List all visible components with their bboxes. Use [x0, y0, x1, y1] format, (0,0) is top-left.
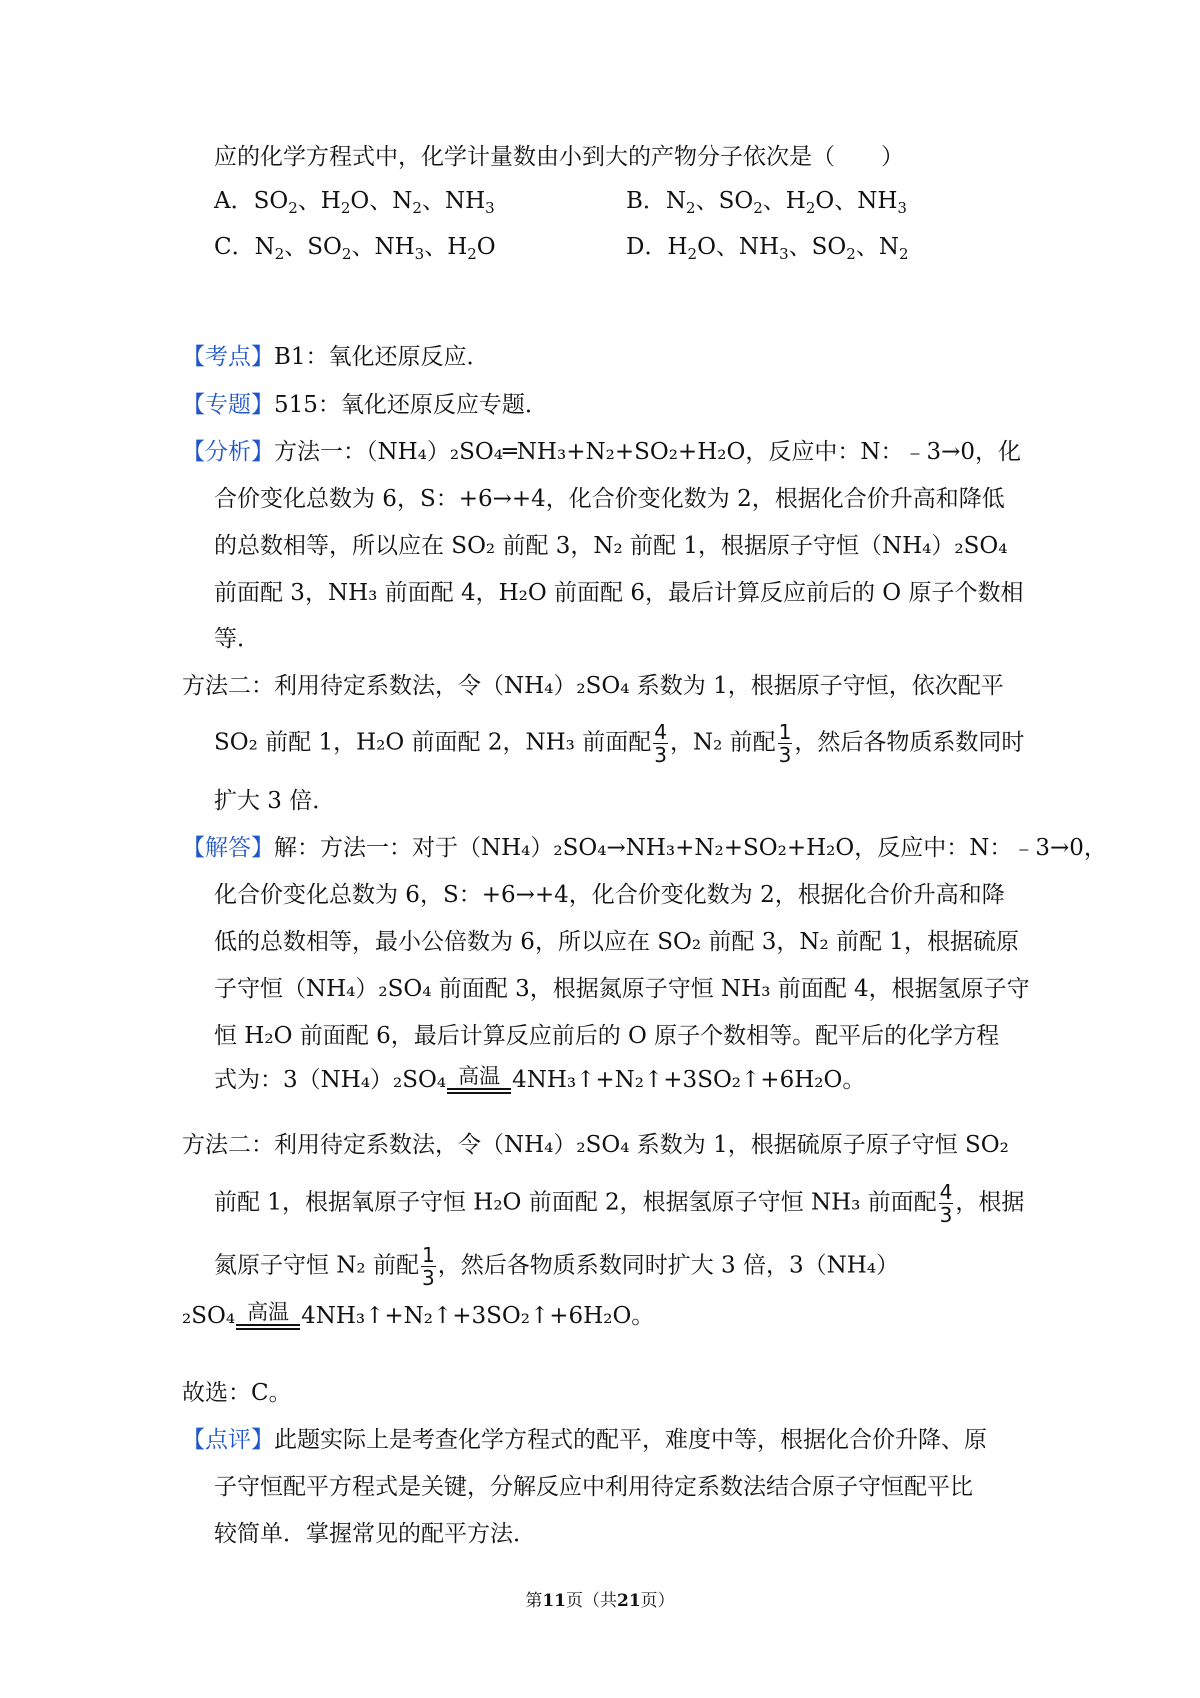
option-c[interactable] — [214, 232, 496, 262]
jieda-line-1: 【解答】解：方法一：对于（NH₄）₂SO₄→NH₃+N₂+SO₂+H₂O，反应中：N：﹣3→0， — [182, 835, 1107, 861]
jieda-equation-1: 式为：3（NH₄）₂SO₄ 高温 4NH₃↑+N₂↑+3SO₂↑+6H₂O。 — [214, 1060, 865, 1100]
fenxi-heading: 【分析】 — [182, 439, 274, 465]
fenxi-line-3: 的总数相等，所以应在 SO₂ 前配 3，N₂ 前配 1，根据原子守恒（NH₄）₂SO₄ — [214, 533, 1008, 559]
option-b[interactable] — [626, 186, 907, 216]
dianping-heading: 【点评】 — [182, 1427, 274, 1453]
fraction-one-third: $\frac{1}{3}$ — [421, 1243, 435, 1290]
zhuanti-text: 515：氧化还原反应专题． — [274, 392, 548, 418]
fenxi-line-4: 前面配 3，NH₃ 前面配 4，H₂O 前面配 6，最后计算反应前后的 O 原子个数相 — [214, 580, 1024, 606]
fraction-one-third: $\frac{1}{3}$ — [778, 720, 792, 767]
answer-line: 故选：C。 — [182, 1380, 292, 1406]
option-c-label: C． — [214, 234, 255, 260]
fenxi-method2-line-3: 扩大 3 倍． — [214, 788, 336, 814]
page-footer: 第11页（共21页） — [525, 1591, 675, 1611]
option-a-text: $SO_2$、$H_2O$、$N_2$、$NH_3$ — [253, 188, 495, 217]
option-d-label: D． — [626, 234, 668, 260]
option-d-text: $H_2O$、$NH_3$、$SO_2$、$N_2$ — [667, 234, 909, 263]
option-d[interactable] — [626, 232, 909, 262]
fraction-four-thirds: $\frac{4}{3}$ — [654, 720, 667, 767]
fenxi-method2-line-1: 方法二：利用待定系数法，令（NH₄）₂SO₄ 系数为 1，根据原子守恒，依次配平 — [182, 673, 1004, 699]
total-page-count: 21 — [617, 1591, 641, 1611]
fenxi-line-1: 【分析】方法一：（NH₄）₂SO₄═NH₃+N₂+SO₂+H₂O，反应中：N：﹣3→0，化 — [182, 439, 1021, 465]
zhuanti-heading: 【专题】 — [182, 392, 274, 418]
current-page-number: 11 — [542, 1591, 566, 1611]
option-b-label: B． — [626, 188, 666, 214]
option-c-text: $N_2$、$SO_2$、$NH_3$、$H_2O$ — [254, 234, 496, 263]
jieda-heading: 【解答】 — [182, 835, 274, 861]
jieda-method2-line-2: 前配 1，根据氧原子守恒 H₂O 前面配 2，根据氢原子守恒 NH₃ 前面配 $\frac{4}{3}$ ，根据 — [214, 1180, 1025, 1227]
jieda-line-2: 化合价变化总数为 6，S：+6→+4，化合价变化数为 2，根据化合价升高和降 — [214, 882, 1005, 908]
jieda-line-3: 低的总数相等，最小公倍数为 6，所以应在 SO₂ 前配 3，N₂ 前配 1，根据硫原 — [214, 929, 1019, 955]
fraction-four-thirds: $\frac{4}{3}$ — [939, 1180, 953, 1227]
high-temperature-condition: 高温 — [447, 1065, 511, 1100]
option-a-label: A． — [214, 188, 254, 214]
option-b-text: $N_2$、$SO_2$、$H_2O$、$NH_3$ — [665, 188, 907, 217]
dianping-line-2: 子守恒配平方程式是关键，分解反应中利用待定系数法结合原子守恒配平比 — [214, 1474, 973, 1500]
jieda-equation-2: ₂SO₄ 高温 4NH₃↑+N₂↑+3SO₂↑+6H₂O。 — [182, 1296, 654, 1336]
kaodian-text: B1：氧化还原反应． — [274, 344, 490, 370]
question-stem: 应的化学方程式中，化学计量数由小到大的产物分子依次是（ ） — [214, 144, 904, 170]
jieda-method2-line-3: 氮原子守恒 N₂ 前配 $\frac{1}{3}$ ，然后各物质系数同时扩大 3 倍，3（NH₄） — [214, 1243, 899, 1290]
dianping-line-1: 【点评】此题实际上是考查化学方程式的配平，难度中等，根据化合价升降、原 — [182, 1427, 987, 1453]
jieda-method2-line-1: 方法二：利用待定系数法，令（NH₄）₂SO₄ 系数为 1，根据硫原子原子守恒 SO₂ — [182, 1132, 1009, 1158]
high-temperature-condition: 高温 — [236, 1301, 300, 1336]
dianping-line-3: 较简单．掌握常见的配平方法． — [214, 1521, 536, 1547]
fenxi-line-2: 合价变化总数为 6，S：+6→+4，化合价变化数为 2，根据化合价升高和降低 — [214, 486, 1005, 512]
jieda-line-4: 子守恒（NH₄）₂SO₄ 前面配 3，根据氮原子守恒 NH₃ 前面配 4，根据氢原子守 — [214, 976, 1030, 1002]
fenxi-line-5: 等． — [214, 626, 260, 652]
zhuanti-section — [182, 390, 548, 420]
kaodian-heading: 【考点】 — [182, 344, 274, 370]
option-a[interactable] — [214, 186, 495, 216]
fenxi-method2-line-2: SO₂ 前配 1，H₂O 前面配 2，NH₃ 前面配 $\frac{4}{3}$ ，N₂ 前配 $\frac{1}{3}$ ，然后各物质系数同时 — [214, 720, 1025, 767]
kaodian-section — [182, 342, 490, 372]
jieda-line-5: 恒 H₂O 前面配 6，最后计算反应前后的 O 原子个数相等。配平后的化学方程 — [214, 1023, 1000, 1049]
